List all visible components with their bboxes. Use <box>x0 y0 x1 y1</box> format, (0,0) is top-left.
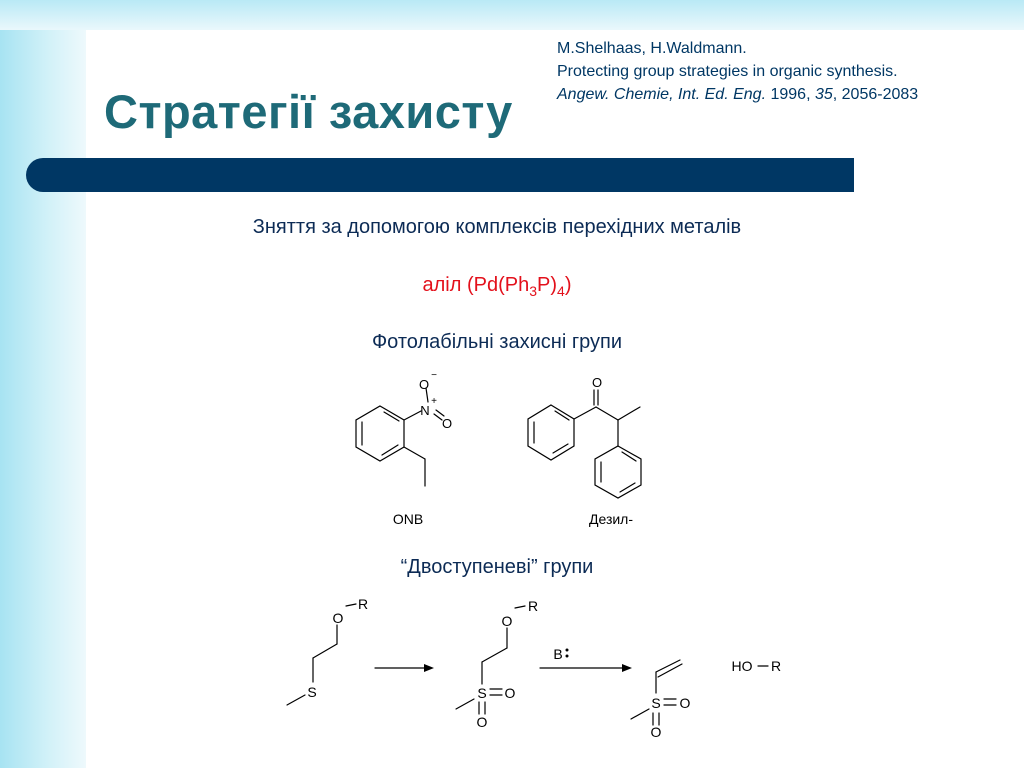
onb-nitrogen: N <box>420 403 430 418</box>
lone-pair-dot-upper <box>566 649 569 652</box>
allyl-suffix: ) <box>564 274 572 296</box>
base-reagent: B <box>553 646 563 662</box>
heading-metal-complexes: Зняття за допомогою комплексів перехідних металів <box>252 216 742 238</box>
citation-reference: Angew. Chemie, Int. Ed. Eng. 1996, 35, 2056-2083 <box>557 86 919 103</box>
lone-pair-dot-lower <box>566 655 569 658</box>
citation-year: 1996 <box>770 86 807 103</box>
allyl-sub-4: 4 <box>557 283 565 299</box>
desyl-ring-a <box>528 405 574 460</box>
onb-benzene-ring <box>356 406 404 461</box>
desyl-structure <box>528 390 641 498</box>
start-r-group: R <box>357 596 369 612</box>
onb-minus-charge: − <box>431 370 437 381</box>
start-sulfur: S <box>307 684 317 700</box>
sulfone-oxygen-bottom: O <box>476 714 488 730</box>
reaction-scheme <box>287 604 768 725</box>
citation-authors: M.Shelhaas, H.Waldmann. <box>557 40 747 57</box>
sulfone-oxygen-right: O <box>504 685 516 701</box>
citation-volume: 35 <box>814 86 833 103</box>
allyl-sub-3: 3 <box>529 283 538 299</box>
heading-photolabile: Фотолабільні захисні групи <box>371 331 623 353</box>
allyl-prefix: аліл (Pd(Ph <box>422 274 530 296</box>
onb-label: ONB <box>392 511 424 527</box>
desyl-label: Дезил- <box>588 511 634 527</box>
start-oxygen: O <box>332 610 344 626</box>
citation-pages: 2056-2083 <box>841 86 919 103</box>
desyl-oxygen: O <box>591 375 603 390</box>
sulfone-oxygen: O <box>501 613 513 629</box>
alcohol-ho: HO <box>731 658 753 674</box>
sulfone-r-group: R <box>527 598 539 614</box>
heading-two-step: “Двоступеневі” групи <box>400 556 594 578</box>
vinyl-oxygen-right: O <box>679 695 691 711</box>
onb-oxygen-top: O <box>418 377 430 392</box>
onb-plus-charge: + <box>431 396 437 407</box>
alcohol-r-group: R <box>770 658 782 674</box>
slide-title: Стратегії захисту <box>104 85 513 138</box>
desyl-ring-b <box>595 446 641 498</box>
vinyl-oxygen-bottom: O <box>650 724 662 740</box>
vinyl-sulfur: S <box>651 695 661 711</box>
sulfone-sulfur: S <box>477 685 487 701</box>
citation-article-title: Protecting group strategies in organic synthesis. <box>557 63 898 80</box>
onb-oxygen-right: O <box>441 416 453 431</box>
citation-journal: Angew. Chemie, Int. Ed. Eng. <box>557 86 767 103</box>
allyl-mid: P) <box>537 274 558 296</box>
